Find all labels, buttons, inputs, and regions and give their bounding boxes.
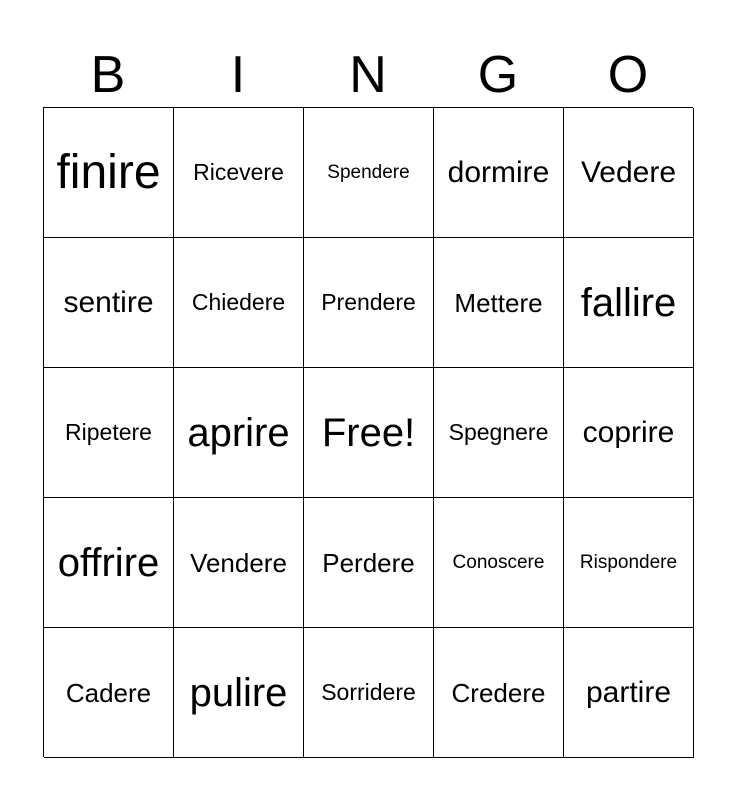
header-letter-b: B — [90, 46, 126, 104]
bingo-cell[interactable]: Credere — [434, 628, 564, 758]
bingo-cell[interactable]: Perdere — [304, 498, 434, 628]
bingo-cell[interactable]: Cadere — [44, 628, 174, 758]
bingo-cell[interactable]: Spendere — [304, 108, 434, 238]
bingo-header — [43, 44, 693, 106]
bingo-cell[interactable]: partire — [564, 628, 694, 758]
free-space-cell[interactable]: Free! — [304, 368, 434, 498]
bingo-cell[interactable]: Vendere — [174, 498, 304, 628]
bingo-cell[interactable]: Ricevere — [174, 108, 304, 238]
bingo-cell[interactable]: Chiedere — [174, 238, 304, 368]
bingo-cell[interactable]: Spegnere — [434, 368, 564, 498]
header-letter-n: N — [349, 46, 387, 104]
header-letter-g: G — [477, 46, 519, 104]
bingo-cell[interactable]: fallire — [564, 238, 694, 368]
bingo-cell[interactable]: Conoscere — [434, 498, 564, 628]
bingo-cell[interactable]: pulire — [174, 628, 304, 758]
bingo-cell[interactable]: sentire — [44, 238, 174, 368]
bingo-cell[interactable]: dormire — [434, 108, 564, 238]
bingo-cell[interactable]: coprire — [564, 368, 694, 498]
bingo-cell[interactable]: Sorridere — [304, 628, 434, 758]
bingo-cell[interactable]: Ripetere — [44, 368, 174, 498]
bingo-cell[interactable]: finire — [44, 108, 174, 238]
bingo-board — [43, 107, 693, 757]
header-letter-o: O — [607, 46, 649, 104]
bingo-cell[interactable]: Rispondere — [564, 498, 694, 628]
bingo-cell[interactable]: offrire — [44, 498, 174, 628]
bingo-cell[interactable]: Mettere — [434, 238, 564, 368]
header-letter-i: I — [230, 46, 246, 104]
bingo-cell[interactable]: Prendere — [304, 238, 434, 368]
bingo-cell[interactable]: aprire — [174, 368, 304, 498]
bingo-cell[interactable]: Vedere — [564, 108, 694, 238]
